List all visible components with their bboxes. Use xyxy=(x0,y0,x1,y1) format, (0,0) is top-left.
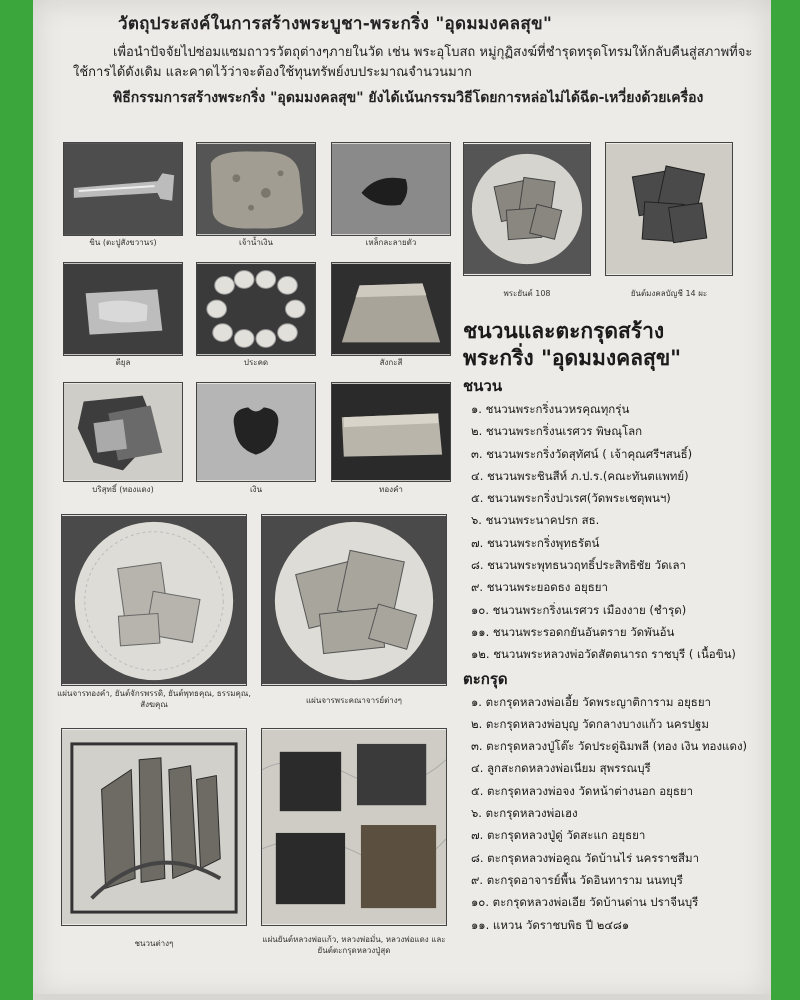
list-item: ๑. ตะกรุดหลวงพ่อเอี้ย วัดพระญาติการาม อยุธยา xyxy=(471,694,712,709)
photo-image xyxy=(63,142,183,236)
photo-image xyxy=(61,728,247,926)
photo-caption: ตียุล xyxy=(115,358,131,367)
document-page xyxy=(33,0,771,1000)
list-item: ๗. ตะกรุดหลวงปู่ดู่ วัดสะแก อยุธยา xyxy=(471,828,646,843)
intro-section xyxy=(73,10,753,109)
photo-image xyxy=(196,262,316,356)
photo-gold xyxy=(331,382,451,494)
list-item: ๑๐. ตะกรุดหลวงพ่อเอีย วัดบ้านด่าน ปราจีนบุรี xyxy=(471,895,699,910)
intro-paragraph: เพื่อนำปัจจัยไปซ่อมแซมถาวรวัตถุต่างๆภายในวัด เช่น พระอุโบสถ หมู่กุฏิสงฆ์ที่ชำรุดทรุดโทรมให้กลับคืนสู่สภาพที่จะใช้การได้ดังเดิม และคาดไว้ว่าจะต้องใช้ทุนทรัพย์งบประมาณจำนวนมาก xyxy=(73,45,753,80)
ceremony-note: พิธีกรรมการสร้างพระกริ่ง "อุดมมงคลสุข" ยังได้เน้นกรรมวิธีโดยการหล่อไม่ได้ฉีด-เหวี่ยงด้วยเครื่อง xyxy=(113,90,704,106)
list-item: ๒. ตะกรุดหลวงพ่อบุญ วัดกลางบางแก้ว นครปฐม xyxy=(471,716,709,731)
photo-ore xyxy=(196,142,316,246)
photo-yantra-14 xyxy=(605,142,733,302)
photo-yantra-108 xyxy=(463,142,591,302)
photo-caption: บริสุทธิ์ (ทองแดง) xyxy=(92,485,154,494)
photo-image xyxy=(63,382,183,482)
photo-caption: ขิน (ตะปูสังขวานร) xyxy=(89,238,157,247)
photo-caption: เจ้าน้ำเงิน xyxy=(239,238,273,247)
photo-caption: ประคด xyxy=(243,358,269,367)
list-item: ๘. ตะกรุดหลวงพ่อคูณ วัดบ้านไร่ นครราชสีมา xyxy=(471,850,700,865)
list-item: ๑๐. ชนวนพระกริ่งนเรศวร เมืองงาย (ชำรุด) xyxy=(471,602,687,617)
photo-image xyxy=(463,142,591,276)
section-heading: ชนวนและตะกรุดสร้าง xyxy=(463,319,665,343)
photo-caption: แผ่นจารทองคำ, ยันต์จักรพรรดิ, ยันต์พุทธคุณ, ธรรมคุณ, สังฆคุณ xyxy=(57,689,251,709)
page-bottom-edge xyxy=(33,994,771,1000)
photo-caption: เหล็กละลายตัว xyxy=(365,238,417,247)
photo-caption: พระยันต์ 108 xyxy=(503,289,551,298)
photo-monk-plates xyxy=(261,514,447,724)
list-item: ๑๑. แหวน วัดราชบพิธ ปี ๒๔๘๑ xyxy=(471,917,630,932)
list-item: ๖. ตะกรุดหลวงพ่อเฮง xyxy=(471,806,578,821)
material-list xyxy=(463,318,763,936)
photo-image xyxy=(261,514,447,686)
photo-image xyxy=(63,262,183,356)
photo-chanuan xyxy=(61,728,247,950)
photo-image xyxy=(331,262,451,356)
photo-silver xyxy=(196,382,316,494)
photo-caption: ทองคำ xyxy=(379,485,403,494)
photo-takrut-sheets xyxy=(261,728,447,978)
photo-caption: แผ่นยันต์หลวงพ่อแก้ว, หลวงพ่อมั่น, หลวงพ่อแดง และยันต์ตะกรุดหลวงปู่สุด xyxy=(262,935,446,955)
list-item: ๓. ชนวนพระกริ่งวัดสุทัศน์ ( เจ้าคุณศรีฯสนธิ์) xyxy=(471,446,693,461)
list-item: ๕. ชนวนพระกริ่งปวเรศ(วัดพระเชตุพนฯ) xyxy=(471,491,671,506)
photo-nail xyxy=(63,142,183,246)
takrut-list xyxy=(463,691,763,936)
list-item: ๒. ชนวนพระกริ่งนเรศวร พิษณุโลก xyxy=(471,424,643,439)
photo-caption: เงิน xyxy=(249,485,263,494)
photo-copper-foil xyxy=(63,382,183,494)
takrut-title: ตะกรุด xyxy=(463,669,508,688)
photo-image xyxy=(331,142,451,236)
list-item: ๘. ชนวนพระพุทธนวฤทธิ์ประสิทธิชัย วัดเลา xyxy=(471,558,686,573)
list-item: ๑๒. ชนวนพระหลวงพ่อวัดสัตตนารถ ราชบุรี ( เนื้อขิน) xyxy=(471,647,736,662)
list-item: ๕. ตะกรุดหลวงพ่อจง วัดหน้าต่างนอก อยุธยา xyxy=(471,783,694,798)
list-item: ๑๑. ชนวนพระรอดกยันอันตราย วัดพันอ้น xyxy=(471,624,675,639)
list-item: ๙. ตะกรุดอาจารย์พื้น วัดอินทาราม นนทบุรี xyxy=(471,872,683,887)
photo-image xyxy=(196,382,316,482)
photo-caption: สังกะสี xyxy=(379,358,403,367)
photo-image xyxy=(605,142,733,276)
photo-iron xyxy=(331,142,451,246)
list-item: ๙. ชนวนพระยอดธง อยุธยา xyxy=(471,580,608,595)
list-item: ๑. ชนวนพระกริ่งนวหรคุณทุกรุ่น xyxy=(471,402,630,416)
photo-beads xyxy=(196,262,316,366)
photo-caption: ยันต์มงคลบัญชี 14 ผะ xyxy=(630,289,708,298)
list-item: ๗. ชนวนพระกริ่งพุทธรัตน์ xyxy=(471,535,600,550)
chanuan-list xyxy=(463,398,763,666)
section-heading-sub: พระกริ่ง "อุดมมงคลสุข" xyxy=(463,346,682,370)
photo-image xyxy=(196,142,316,236)
chanuan-title: ชนวน xyxy=(463,377,503,395)
photo-lead xyxy=(63,262,183,366)
list-item: ๔. ชนวนพระชินสีห์ ภ.ป.ร.(คณะทันตแพทย์) xyxy=(471,468,689,483)
list-item: ๓. ตะกรุดหลวงปู่โต๊ะ วัดประดู่ฉิมพลี (ทอง เงิน ทองแดง) xyxy=(471,739,748,754)
photo-zinc xyxy=(331,262,451,366)
photo-image xyxy=(261,728,447,926)
photo-gold-plates xyxy=(57,514,251,724)
list-item: ๖. ชนวนพระนาคปรก สธ. xyxy=(471,513,600,528)
photo-image xyxy=(331,382,451,482)
photo-caption: แผ่นจารพระคณาจารย์ต่างๆ xyxy=(306,696,402,705)
photo-image xyxy=(61,514,247,686)
photo-caption: ชนวนต่างๆ xyxy=(134,939,174,948)
intro-title: วัตถุประสงค์ในการสร้างพระบูชา-พระกริ่ง "อุดมมงคลสุข" xyxy=(118,14,553,34)
list-item: ๔. ลูกสะกดหลวงพ่อเนียม สุพรรณบุรี xyxy=(471,761,651,776)
